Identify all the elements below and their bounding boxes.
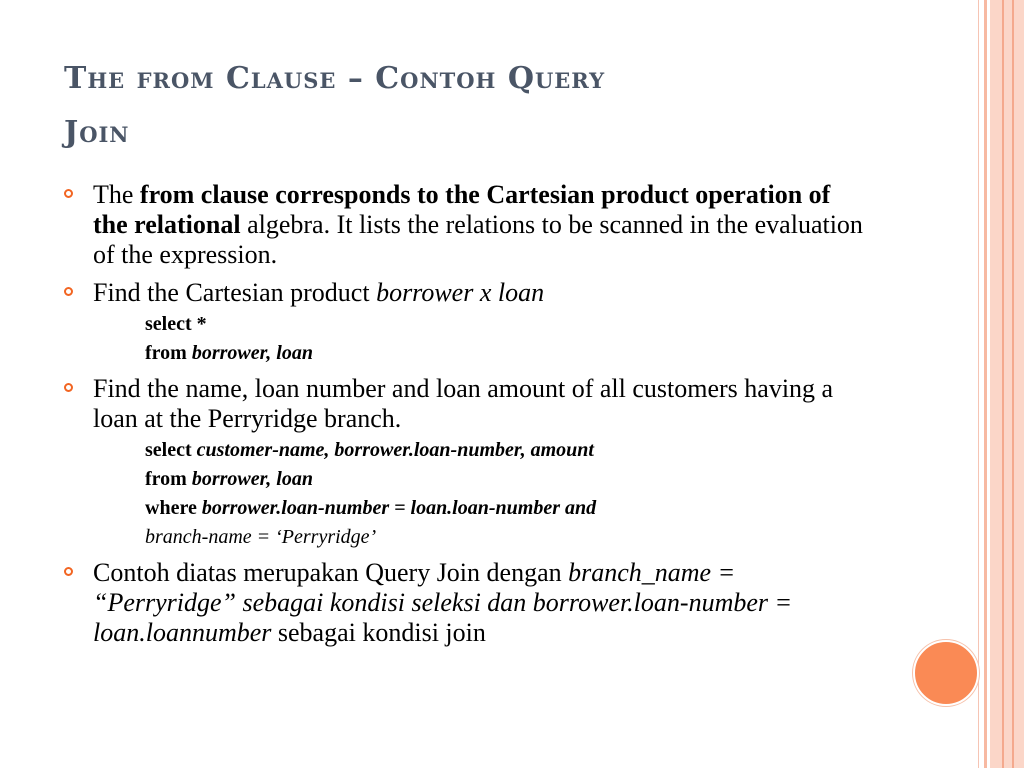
sql-line [145, 523, 864, 552]
bullet-item [64, 558, 864, 648]
stripe-line [1012, 0, 1014, 768]
bullet-italic-text: branch_name = “Perryridge” sebagai kondisi seleksi dan borrower.loan-number = loan.loannumber [93, 558, 793, 647]
sql-keyword: select [145, 439, 197, 461]
sql-value: customer-name, borrower.loan-number, amount [196, 439, 594, 461]
bullet-ring-icon [64, 287, 73, 296]
slide-title-line1: The from Clause – Contoh Query [64, 61, 606, 96]
slide-content [64, 180, 864, 656]
bullet-item [64, 374, 864, 434]
sql-code-block [64, 310, 864, 368]
sql-value: borrower.loan-number = loan.loan-number and [201, 497, 597, 519]
sql-line [145, 494, 864, 523]
sql-line [145, 436, 864, 465]
sql-line [145, 465, 864, 494]
bullet-text: Contoh diatas merupakan Query Join dengan [93, 558, 569, 587]
stripe-line [978, 0, 979, 768]
sql-value: borrower, loan [191, 468, 313, 490]
bullet-ring-icon [64, 189, 73, 198]
bullet-text: sebagai kondisi join [271, 618, 486, 647]
sql-keyword: from [145, 342, 192, 364]
stripe-line [1002, 0, 1004, 768]
bullet-item [64, 278, 864, 308]
sql-value: borrower, loan [191, 342, 313, 364]
decorative-stripes [978, 0, 1024, 768]
bullet-text: The [93, 180, 140, 209]
bullet-text: Find the name, loan number and loan amount of all customers having a loan at the Perryridge branch. [93, 374, 834, 433]
bullet-text: Find the Cartesian product [93, 278, 377, 307]
decorative-circle [913, 640, 979, 706]
slide-title-line2: Join [64, 115, 130, 150]
sql-code-block [64, 436, 864, 552]
bullet-ring-icon [64, 567, 73, 576]
sql-keyword: select * [145, 313, 207, 335]
bullet-item [64, 180, 864, 270]
stripe-line [984, 0, 987, 768]
sql-keyword: where [145, 497, 202, 519]
bullet-italic-text: borrower x loan [376, 278, 545, 307]
sql-value: branch-name = ‘Perryridge’ [145, 526, 377, 548]
slide-title [64, 52, 884, 160]
bullet-ring-icon [64, 383, 73, 392]
sql-keyword: from [145, 468, 192, 490]
bullet-bold-text: from clause corresponds to the Cartesian product operation of the relational [93, 180, 831, 239]
stripe-band [990, 0, 1024, 768]
bullet-text: algebra. It lists the relations to be scanned in the evaluation of the expression. [93, 210, 863, 269]
sql-line [145, 310, 864, 339]
sql-line [145, 339, 864, 368]
